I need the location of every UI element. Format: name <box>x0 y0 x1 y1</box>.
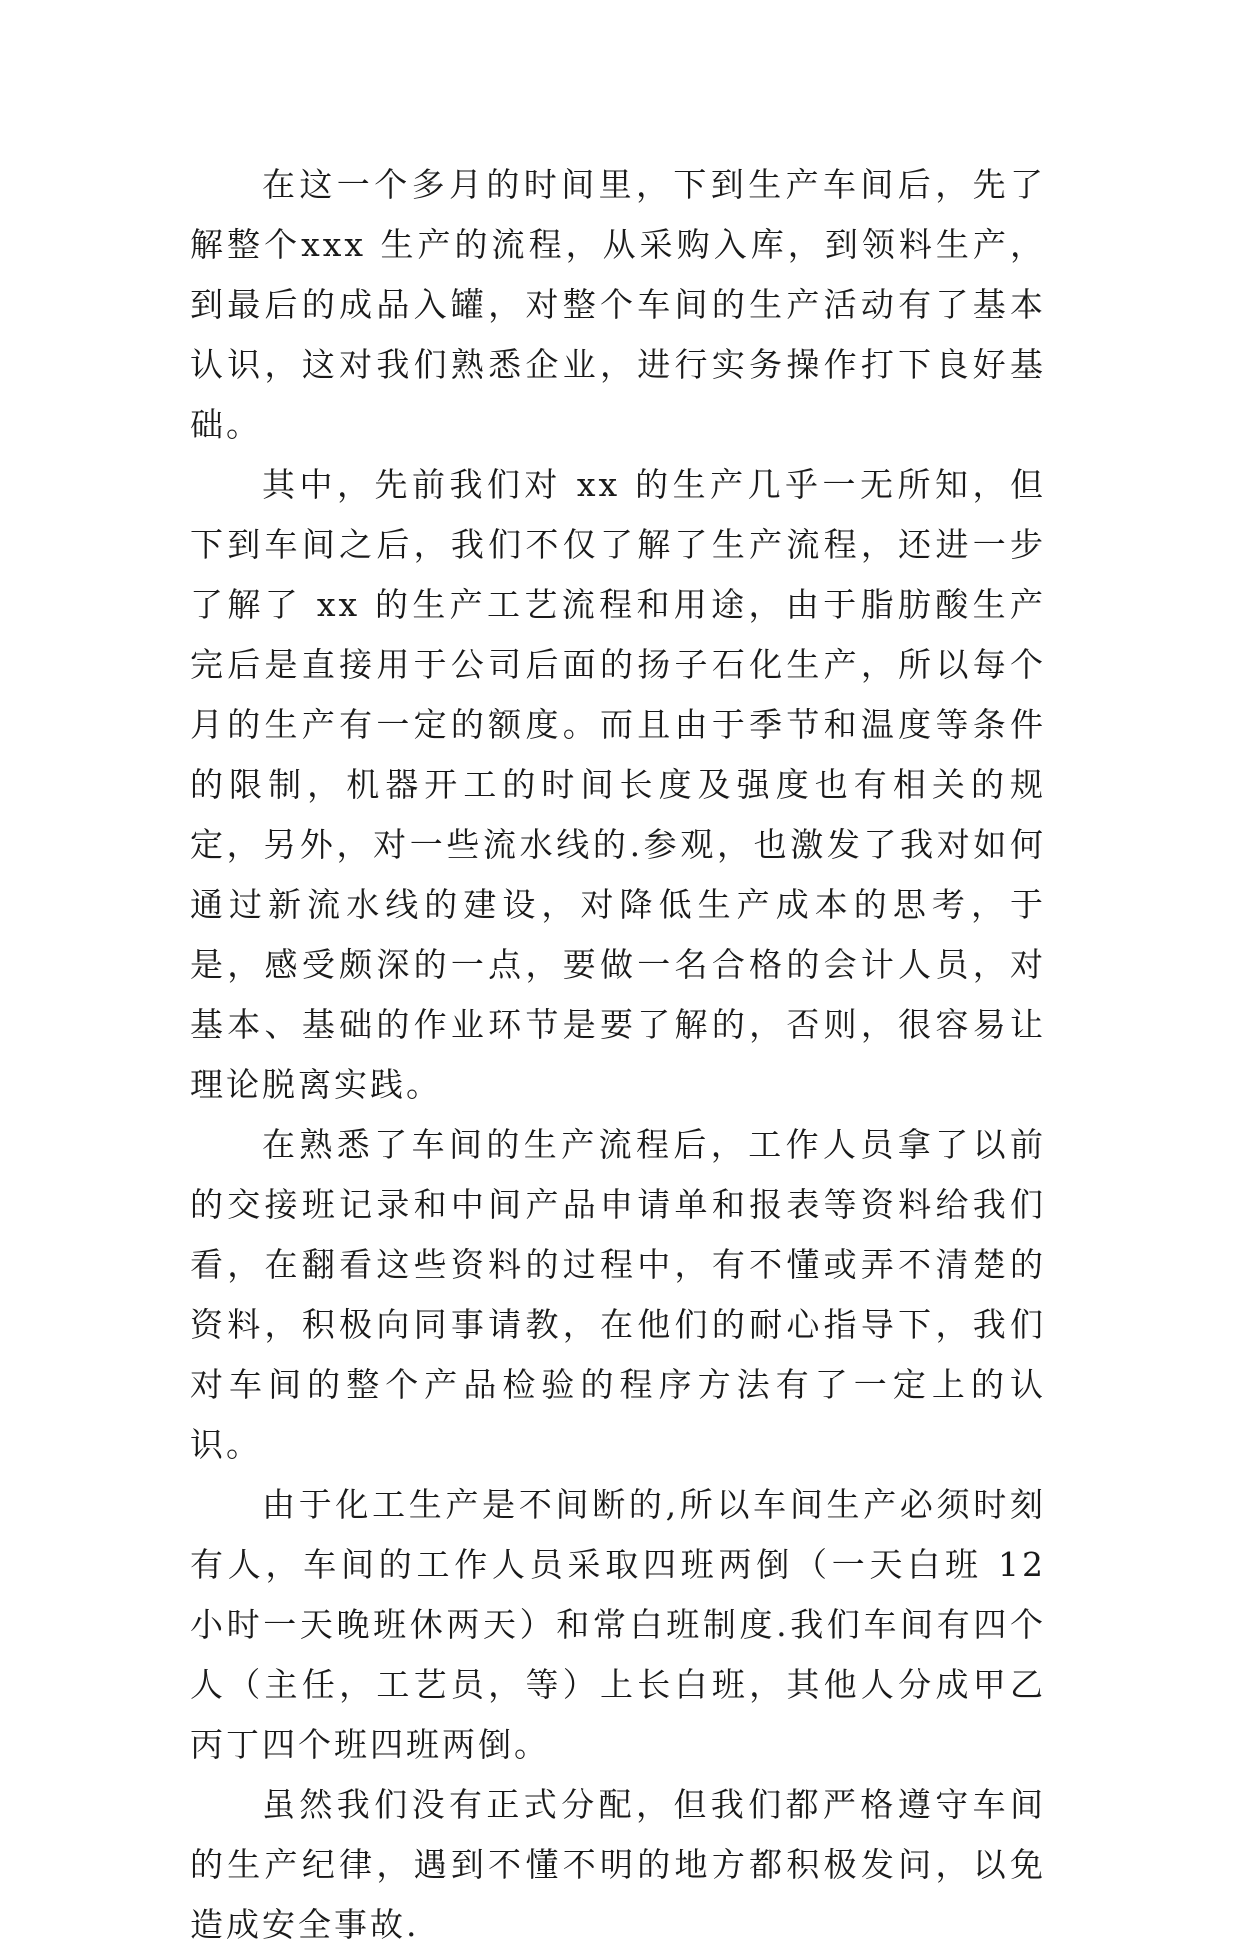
paragraph: 在熟悉了车间的生产流程后，工作人员拿了以前的交接班记录和中间产品申请单和报表等资料给我们看，在翻看这些资料的过程中，有不懂或弄不清楚的资料，积极向同事请教，在他们的耐心指导下，我们对车间的整个产品检验的程序方法有了一定上的认识。 <box>190 1125 1046 1464</box>
paragraph: 其中，先前我们对 xx 的生产几乎一无所知，但下到车间之后，我们不仅了解了生产流程，还进一步了解了 xx 的生产工艺流程和用途，由于脂肪酸生产完后是直接用于公司后面的扬子石化生产，所以每个月的生产有一定的额度。而且由于季节和温度等条件的限制，机器开工的时间长度及强度也有相关的规定，另外，对一些流水线的.参观，也激发了我对如何通过新流水线的建设，对降低生产成本的思考，于是，感受颇深的一点，要做一名合格的会计人员，对基本、基础的作业环节是要了解的，否则，很容易让理论脱离实践。 <box>190 465 1046 1104</box>
document-body <box>190 155 1046 1955</box>
paragraph: 由于化工生产是不间断的,所以车间生产必须时刻有人，车间的工作人员采取四班两倒（一天白班 12 小时一天晚班休两天）和常白班制度.我们车间有四个人（主任，工艺员，等）上长白班，其他人分成甲乙丙丁四个班四班两倒。 <box>190 1485 1046 1764</box>
paragraph: 在这一个多月的时间里，下到生产车间后，先了解整个xxx 生产的流程，从采购入库，到领料生产，到最后的成品入罐，对整个车间的生产活动有了基本认识，这对我们熟悉企业，进行实务操作打下良好基础。 <box>190 165 1046 444</box>
paragraph: 虽然我们没有正式分配，但我们都严格遵守车间的生产纪律，遇到不懂不明的地方都积极发问，以免造成安全事故. <box>190 1785 1046 1944</box>
